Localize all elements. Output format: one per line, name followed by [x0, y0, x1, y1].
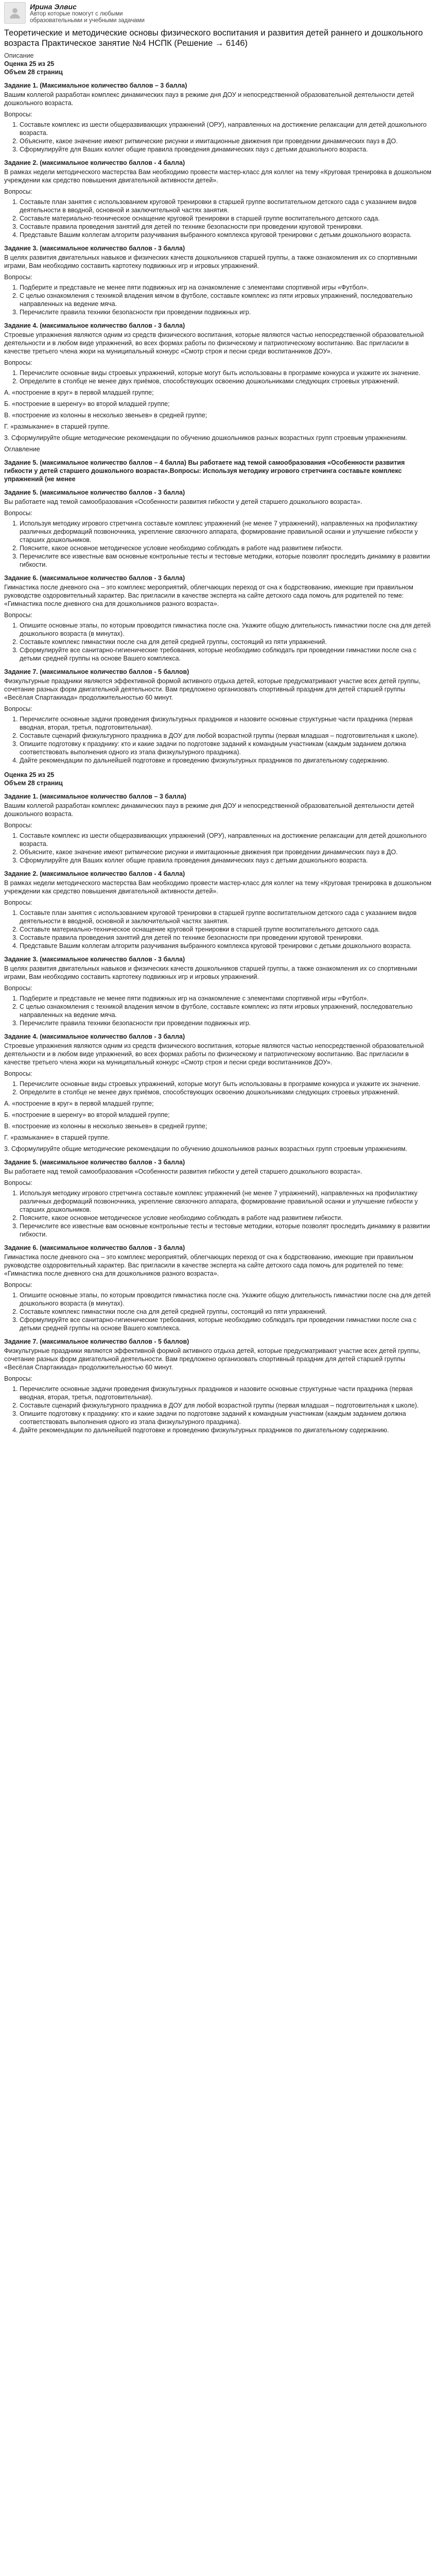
task-heading: Задание 5. (максимальное количество баллов - 3 балла)	[4, 1159, 185, 1166]
task-section	[4, 1244, 432, 1332]
questions-label: Вопросы:	[4, 899, 32, 906]
answer-option: В. «построение из колонны в несколько звеньев» в средней группе;	[4, 412, 207, 419]
question-item: 3. Сформулируйте для Ваших коллег общие правила проведения динамических пауз с детьми дошкольного возраста.	[20, 145, 432, 154]
author-desc-line-1: Автор которые помогут с любыми образовательными и	[30, 11, 123, 24]
question-item: 2. С целью ознакомления с техникой владения мячом в футболе, составьте комплекс из пяти игровых упражнений, последовательно направленных на ведение мяча.	[20, 1003, 432, 1019]
question-item: 1. Составьте комплекс из шести общеразвивающих упражнений (ОРУ), направленных на достижение релаксации для детей дошкольного возраста.	[20, 121, 432, 137]
answer-option: А. «построение в круг» в первой младшей группе;	[4, 1100, 154, 1107]
task-heading: Задание 1. (максимальное количество баллов – 3 балла)	[4, 793, 186, 800]
task-section	[4, 244, 432, 316]
question-item: 3. Составьте правила проведения занятий для детей по технике безопасности при проведении круговой тренировки.	[20, 934, 432, 942]
task-text: В рамках недели методического мастерства Вам необходимо провести мастер-класс для коллег на тему «Круговая тренировка в дошкольном учреждении как средство повышения двигательной активности детей».	[4, 168, 431, 184]
task-section	[4, 321, 432, 453]
answer-option: А. «построение в круг» в первой младшей группе;	[4, 389, 154, 396]
question-item: 3. Перечислите все известные вам основные контрольные тесты и тестовые методики, которые позволят проследить динамику в развитии гибкости.	[20, 1222, 432, 1239]
question-item: 4. Дайте рекомендации по дальнейшей подготовке и проведению физкультурных праздников по двигательному содержанию.	[20, 1426, 432, 1434]
size-line: Объем 28 страниц	[4, 69, 63, 76]
task-text: Строевые упражнения являются одним из средств физического воспитания, которые являются частью непосредственной образовательной деятельности и в любом виде упражнений, во всех формах работы по физическому и патриотическому воспитанию. Вас пригласили в качестве третьего члена жюри на муниципальный конкурс «Смотр строя и песни среди воспитанников ДОУ».	[4, 331, 424, 355]
question-list	[4, 1080, 432, 1096]
tasks-block	[4, 765, 432, 1434]
questions-label: Вопросы:	[4, 1179, 32, 1187]
question-item: 3. Перечислите правила техники безопасности при проведении подвижных игр.	[20, 308, 432, 316]
question-item: 2. Объясните, какое значение имеют ритмические рисунки и имитационные движения при проведении динамических пауз в ДО.	[20, 137, 432, 145]
spacer	[4, 765, 432, 771]
question-item: 1. Подберите и представьте не менее пяти подвижных игр на ознакомление с элементами спортивной игры «Футбол».	[20, 283, 432, 292]
task-heading: Задание 3. (максимальное количество баллов - 3 балла)	[4, 245, 185, 252]
question-item: 2. Составьте материально-техническое оснащение круговой тренировки в старшей группе воспитательного детского сада.	[20, 925, 432, 934]
question-item: 2. Составьте материально-техническое оснащение круговой тренировки в старшей группе воспитательного детского сада.	[20, 214, 432, 223]
question-item: 3. Опишите подготовку к празднику: кто и какие задачи по подготовке заданий к командным участникам (каждым заданием должна соответствовать выполнения одного из этапа физкультурного праздника).	[20, 1410, 432, 1426]
question-item: 1. Используя методику игрового стретчинга составьте комплекс упражнений (не менее 7 упражнений), направленных на профилактику различных деформаций позвоночника, укрепление связочного аппарата, формирование правильной осанки и улучшение гибкости у старших дошкольников.	[20, 519, 432, 544]
task-text: Вы работаете над темой самообразования «Особенности развития гибкости у детей старшего дошкольного возраста».	[4, 498, 362, 505]
question-item: 1. Составьте комплекс из шести общеразвивающих упражнений (ОРУ), направленных на достижение релаксации для детей дошкольного возраста.	[20, 832, 432, 848]
question-list	[4, 621, 432, 663]
questions-label: Вопросы:	[4, 822, 32, 829]
avatar[interactable]	[4, 2, 26, 24]
question-item: 1. Перечислите основные виды строевых упражнений, которые могут быть использованы в программе конкурса и укажите их значение.	[20, 369, 432, 377]
question-item: 1. Составьте план занятия с использованием круговой тренировки в старшей группе воспитательном детского сада с указанием видов деятельности в вводной, основной и заключительной частях занятия.	[20, 198, 432, 214]
question-item: 1. Перечислите основные задачи проведения физкультурных праздников и назовите основные структурные части праздника (первая вводная, вторая, третья, подготовительная).	[20, 715, 432, 732]
task-heading: Задание 6. (максимальное количество баллов - 3 балла)	[4, 1244, 185, 1251]
task-section	[4, 1337, 432, 1434]
size-line: Объем 28 страниц	[4, 779, 63, 787]
question-item: 2. Составьте сценарий физкультурного праздника в ДОУ для любой возрастной группы (первая младшая – подготовительная к школе).	[20, 732, 432, 740]
question-list	[4, 198, 432, 239]
question-item: 1. Перечислите основные задачи проведения физкультурных праздников и назовите основные структурные части праздника (первая вводная, вторая, третья, подготовительная).	[20, 1385, 432, 1401]
question-list	[4, 909, 432, 950]
author-desc-line-2: учебными задачами	[89, 18, 145, 24]
question-item: 2. Составьте комплекс гимнастики после сна для детей средней группы, состоящий из пяти упражнений.	[20, 1308, 432, 1316]
question-item: 2. Поясните, какое основное методическое условие необходимо соблюдать в работе над развитием гибкости.	[20, 1214, 432, 1222]
task-heading: Задание 7. (максимальное количество баллов - 5 баллов)	[4, 1338, 189, 1345]
question-item: 2. Составьте сценарий физкультурного праздника в ДОУ для любой возрастной группы (первая младшая – подготовительная к школе).	[20, 1401, 432, 1410]
task-section	[4, 1158, 432, 1239]
question-list	[4, 1385, 432, 1434]
question-item: 1. Опишите основные этапы, по которым проводится гимнастика после сна. Укажите общую длительность гимнастики после сна для детей дошкольного возраста (в минутах).	[20, 1291, 432, 1308]
task-heading: Задание 1. (Максимальное количество баллов – 3 балла)	[4, 82, 187, 89]
answer-option: Г. «размыкание» в старшей группе.	[4, 423, 110, 430]
author-meta	[30, 2, 174, 24]
task-text: В целях развития двигательных навыков и физических качеств дошкольников старшей группы, а также ознакомления их со спортивными играми, Вам необходимо составить картотеку подвижных игр и игровых упражнений.	[4, 965, 417, 980]
question-item: 4. Представьте Вашим коллегам алгоритм разучивания выбранного комплекса круговой тренировки с детьми дошкольного возраста.	[20, 231, 432, 239]
task-text: Гимнастика после дневного сна – это комплекс мероприятий, облегчающих переход от сна к бодрствованию, имеющие при правильном руководстве оздоровительный характер. Вас пригласили в качестве эксперта на сайте детского сада помочь для родителей по теме: «Гимнастика после дневного сна для дошкольников разного возраста».	[4, 584, 413, 607]
question-item: 1. Опишите основные этапы, по которым проводится гимнастика после сна. Укажите общую длительность гимнастики после сна для детей дошкольного возраста (в минутах).	[20, 621, 432, 638]
questions-label: Вопросы:	[4, 1281, 32, 1289]
questions-label: Вопросы:	[4, 1070, 32, 1077]
task-heading: Задание 2. (максимальное количество баллов - 4 балла)	[4, 870, 185, 877]
score-line: Оценка 25 из 25	[4, 60, 55, 67]
question-list	[4, 1291, 432, 1332]
questions-label: Вопросы:	[4, 188, 32, 195]
questions-label: Вопросы:	[4, 985, 32, 992]
task-text: Вашим коллегой разработан комплекс динамических пауз в режиме дня ДОУ и непосредственной образовательной деятельности детей дошкольного возраста.	[4, 802, 414, 818]
question-item: 2. Составьте комплекс гимнастики после сна для детей средней группы, состоящий из пяти упражнений.	[20, 638, 432, 646]
task-text: Гимнастика после дневного сна – это комплекс мероприятий, облегчающих переход от сна к бодрствованию, имеющие при правильном руководстве оздоровительный характер. Вас пригласили в качестве эксперта на сайте детского сада помочь для родителей по теме: «Гимнастика после дневного сна для дошкольников разного возраста».	[4, 1253, 413, 1277]
task-section	[4, 574, 432, 663]
task-heading: Задание 5. (максимальное количество баллов - 3 балла)	[4, 489, 185, 496]
user-icon	[8, 6, 22, 20]
question-item: 2. Объясните, какое значение имеют ритмические рисунки и имитационные движения при проведении динамических пауз в ДО.	[20, 848, 432, 856]
document-title: Теоретические и методические основы физического воспитания и развития детей раннего и дошкольного возраста Практическое занятие №4 НСПК (Решение → 6146)	[4, 28, 423, 48]
question-item: 1. Используя методику игрового стретчинга составьте комплекс упражнений (не менее 7 упражнений), направленных на профилактику различных деформаций позвоночника, укрепление связочного аппарата, формирование правильной осанки и улучшение гибкости у старших дошкольников.	[20, 1189, 432, 1214]
question-item: 3. Сформулируйте все санитарно-гигиенические требования, которые необходимо соблюдать при проведении гимнастики после сна с детьми средней группы на основе Вашего комплекса.	[20, 646, 432, 663]
questions-label: Вопросы:	[4, 510, 32, 517]
task-text: В целях развития двигательных навыков и физических качеств дошкольников старшей группы, а также ознакомления их со спортивными играми, Вам необходимо составить картотеку подвижных игр и игровых упражнений.	[4, 254, 417, 269]
answer-option: Б. «построение в шеренгу» во второй младшей группе;	[4, 400, 170, 408]
questions-label: Вопросы:	[4, 612, 32, 619]
document-body	[4, 81, 432, 1434]
answer-option: 3. Сформулируйте общие методические рекомендации по обучению дошкольников разных возрастных групп строевым упражнениям.	[4, 434, 408, 442]
task-section	[4, 792, 432, 865]
answer-option: В. «построение из колонны в несколько звеньев» в средней группе;	[4, 1123, 207, 1130]
question-item: 3. Перечислите все известные вам основные контрольные тесты и тестовые методики, которые позволят проследить динамику в развитии гибкости.	[20, 552, 432, 569]
question-item: 4. Представьте Вашим коллегам алгоритм разучивания выбранного комплекса круговой тренировки с детьми дошкольного возраста.	[20, 942, 432, 950]
task-heading: Задание 4. (максимальное количество баллов - 3 балла)	[4, 1033, 185, 1040]
question-list	[4, 1189, 432, 1239]
author-block	[4, 2, 432, 25]
task-heading: Задание 3. (максимальное количество баллов - 3 балла)	[4, 956, 185, 963]
question-list	[4, 832, 432, 865]
question-item: 2. Определите в столбце не менее двух приёмов, способствующих освоению дошкольниками следующих строевых упражнений.	[20, 1088, 432, 1096]
task-section	[4, 668, 432, 765]
questions-label: Вопросы:	[4, 111, 32, 118]
task-text: Физкультурные праздники являются эффективной формой активного отдыха детей, которые предусматривают участие всех детей группы, сочетание разных форм двигательной деятельности. Вам предложено организовать спортивный праздник для детей старшей группы «Весёлая Спартакиада» продолжительностью 60 минут.	[4, 1347, 421, 1371]
question-list	[4, 994, 432, 1027]
task-text: Физкультурные праздники являются эффективной формой активного отдыха детей, которые предусматривают участие всех детей группы, сочетание разных форм двигательной деятельности. Вам предложено организовать спортивный праздник для детей старшей группы «Весёлая Спартакиада» продолжительностью 60 минут.	[4, 677, 421, 701]
question-item: 1. Подберите и представьте не менее пяти подвижных игр на ознакомление с элементами спортивной игры «Футбол».	[20, 994, 432, 1003]
question-list	[4, 519, 432, 569]
question-item: 2. С целью ознакомления с техникой владения мячом в футболе, составьте комплекс из пяти игровых упражнений, последовательно направленных на ведение мяча.	[20, 292, 432, 308]
answer-option: 3. Сформулируйте общие методические рекомендации по обучению дошкольников разных возрастных групп строевым упражнениям.	[4, 1145, 408, 1153]
tasks-block	[4, 81, 432, 765]
answer-option: Б. «построение в шеренгу» во второй младшей группе;	[4, 1111, 170, 1118]
score-line: Оценка 25 из 25	[4, 771, 55, 778]
task-text: Строевые упражнения являются одним из средств физического воспитания, которые являются частью непосредственной образовательной деятельности и в любом виде упражнений, во всех формах работы по физическому и патриотическому воспитанию. Вас пригласили в качестве третьего члена жюри на муниципальный конкурс «Смотр строя и песни среди воспитанников ДОУ».	[4, 1042, 424, 1066]
questions-label: Вопросы:	[4, 274, 32, 281]
task-section	[4, 1032, 432, 1153]
author-description	[30, 11, 174, 24]
task-section	[4, 159, 432, 239]
task-heading: Задание 7. (максимальное количество баллов - 5 баллов)	[4, 668, 189, 675]
question-list	[4, 283, 432, 316]
questions-label: Вопросы:	[4, 359, 32, 366]
task-text: Вы работаете над темой самообразования «Особенности развития гибкости у детей старшего дошкольного возраста».	[4, 1168, 362, 1175]
question-list	[4, 121, 432, 154]
task-text: В рамках недели методического мастерства Вам необходимо провести мастер-класс для коллег на тему «Круговая тренировка в дошкольном учреждении как средство повышения двигательной активности детей».	[4, 879, 431, 895]
question-list	[4, 715, 432, 765]
question-item: 3. Сформулируйте для Ваших коллег общие правила проведения динамических пауз с детьми дошкольного возраста.	[20, 856, 432, 865]
description-label: Описание	[4, 52, 34, 59]
task-heading: Задание 2. (максимальное количество баллов - 4 балла)	[4, 159, 185, 166]
question-item: 2. Определите в столбце не менее двух приёмов, способствующих освоению дошкольниками следующих строевых упражнений.	[20, 377, 432, 385]
task-section	[4, 870, 432, 950]
questions-label: Вопросы:	[4, 705, 32, 713]
question-item: 1. Перечислите основные виды строевых упражнений, которые могут быть использованы в программе конкурса и укажите их значение.	[20, 1080, 432, 1088]
question-list	[4, 369, 432, 385]
task-heading: Задание 5. (максимальное количество баллов – 4 балла) Вы работаете над темой самообразования «Особенности развития гибкости у детей старшего дошкольного возраста».Вопросы: Используя методику игрового стретчинга составьте комплекс упражнений (не менее	[4, 459, 405, 483]
task-section	[4, 459, 432, 569]
task-heading: Задание 4. (максимальное количество баллов - 3 балла)	[4, 322, 185, 329]
question-item: 1. Составьте план занятия с использованием круговой тренировки в старшей группе воспитательном детского сада с указанием видов деятельности в вводной, основной и заключительной частях занятия.	[20, 909, 432, 925]
question-item: 2. Поясните, какое основное методическое условие необходимо соблюдать в работе над развитием гибкости.	[20, 544, 432, 552]
question-item: 3. Сформулируйте все санитарно-гигиенические требования, которые необходимо соблюдать при проведении гимнастики после сна с детьми средней группы на основе Вашего комплекса.	[20, 1316, 432, 1332]
answer-option: Г. «размыкание» в старшей группе.	[4, 1134, 110, 1141]
question-item: 3. Опишите подготовку к празднику: кто и какие задачи по подготовке заданий к командным участникам (каждым заданием должна соответствовать выполнения одного из этапа физкультурного праздника).	[20, 740, 432, 756]
task-text: Вашим коллегой разработан комплекс динамических пауз в режиме дня ДОУ и непосредственной образовательной деятельности детей дошкольного возраста.	[4, 91, 414, 107]
questions-label: Вопросы:	[4, 1375, 32, 1382]
question-item: 4. Дайте рекомендации по дальнейшей подготовке и проведению физкультурных праздников по двигательному содержанию.	[20, 756, 432, 765]
task-section	[4, 955, 432, 1027]
toc-label[interactable]: Оглавление	[4, 446, 40, 453]
task-section	[4, 81, 432, 154]
question-item: 3. Составьте правила проведения занятий для детей по технике безопасности при проведении круговой тренировки.	[20, 223, 432, 231]
author-name[interactable]: Ирина Элвис	[30, 3, 77, 11]
task-heading: Задание 6. (максимальное количество баллов - 3 балла)	[4, 574, 185, 582]
question-item: 3. Перечислите правила техники безопасности при проведении подвижных игр.	[20, 1019, 432, 1027]
